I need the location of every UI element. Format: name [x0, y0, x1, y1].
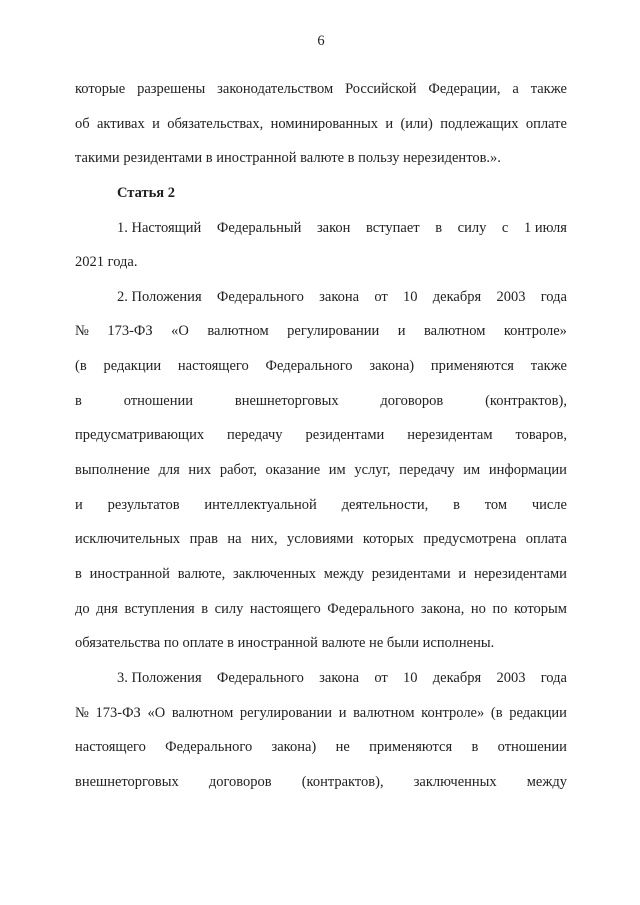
- word: работ,: [219, 462, 257, 479]
- word: закона: [319, 288, 360, 305]
- word: Федерального: [265, 358, 353, 375]
- word: и: [152, 115, 160, 132]
- word: законодательством: [217, 81, 334, 97]
- word: том: [484, 496, 508, 513]
- word: силу: [457, 219, 487, 236]
- word: валютном: [353, 704, 415, 721]
- word: применяются: [369, 739, 453, 756]
- word: в: [201, 600, 209, 617]
- text-line: [75, 418, 567, 453]
- word: информации: [488, 462, 567, 479]
- word: (контрактов),: [301, 773, 384, 790]
- word: отношении: [497, 739, 567, 756]
- text-line: [75, 522, 567, 557]
- article-heading: Статья 2: [117, 184, 175, 201]
- word: договоров: [380, 392, 444, 409]
- word: валюте,: [177, 565, 226, 582]
- word: (контрактов),: [485, 392, 567, 409]
- word: №: [75, 704, 89, 721]
- word: об: [75, 115, 90, 132]
- word: предусматривающих: [75, 427, 205, 444]
- text-line: [75, 314, 567, 349]
- word: регулировании: [287, 323, 380, 340]
- text-line: [75, 349, 567, 384]
- text-line: [75, 730, 567, 765]
- word: номинированных: [270, 115, 378, 132]
- word: (в: [75, 358, 87, 375]
- word: обязательствах,: [167, 115, 264, 132]
- word: вступает: [366, 219, 420, 236]
- document-body: [75, 72, 567, 799]
- word: с: [501, 219, 509, 236]
- word: Федеральный: [216, 219, 302, 236]
- text-line: [75, 488, 567, 523]
- word: и: [385, 115, 394, 132]
- word: а: [512, 81, 519, 97]
- text-line: [75, 696, 567, 731]
- word: них,: [251, 531, 278, 548]
- word: заключенных: [233, 565, 316, 582]
- word: деятельности,: [341, 496, 429, 513]
- word: также: [530, 358, 567, 375]
- word: них: [188, 462, 212, 479]
- word: от: [374, 288, 388, 305]
- word: предусмотрена: [423, 531, 517, 548]
- text-line: [75, 453, 567, 488]
- word: 1. Настоящий: [117, 219, 202, 236]
- word: которым: [514, 600, 567, 617]
- word: нерезидентами: [473, 565, 567, 582]
- word: числе: [531, 496, 567, 513]
- text-line: [75, 661, 567, 696]
- word: закон: [316, 219, 351, 236]
- word: оплате: [525, 115, 567, 132]
- word: закона: [319, 669, 360, 686]
- text-line: обязательства по оплате в иностранной валюте не были исполнены.: [75, 635, 495, 652]
- word: для: [158, 462, 180, 479]
- word: в: [453, 496, 460, 513]
- word: договоров: [208, 773, 272, 790]
- word: редакции: [103, 358, 162, 375]
- word: в: [75, 392, 82, 409]
- word: силу: [214, 600, 244, 617]
- word: закона): [369, 358, 415, 375]
- word: активах: [97, 115, 145, 132]
- word: года: [540, 669, 567, 686]
- word: закона,: [420, 600, 465, 617]
- word: Федерального: [216, 288, 304, 305]
- text-line: [75, 280, 567, 315]
- word: также: [530, 81, 567, 97]
- word: оплата: [525, 531, 567, 548]
- word: «О: [171, 323, 189, 340]
- word: редакции: [509, 704, 567, 721]
- text-line: такими резидентами в иностранной валюте в пользу нерезидентов.».: [75, 150, 501, 167]
- word: настоящего: [177, 358, 249, 375]
- word: 10: [403, 669, 418, 686]
- word: настоящего: [75, 739, 146, 756]
- text-line: [75, 765, 567, 800]
- word: валютном: [424, 323, 486, 340]
- word: подлежащих: [440, 115, 519, 132]
- word: результатов: [107, 496, 180, 513]
- word: декабря: [432, 288, 482, 305]
- word: Федерального: [327, 600, 415, 617]
- word: передачу: [227, 427, 283, 444]
- word: «О: [147, 704, 166, 721]
- word: заключенных: [413, 773, 497, 790]
- text-line: [75, 384, 567, 419]
- word: внешнеторговых: [75, 773, 179, 790]
- word: валютном: [207, 323, 269, 340]
- word: дня: [96, 600, 118, 617]
- text-line: [75, 592, 567, 627]
- word: 173-ФЗ: [95, 704, 141, 721]
- word: им: [463, 462, 481, 479]
- word: по: [492, 600, 508, 617]
- text-line: [75, 211, 567, 246]
- word: отношении: [123, 392, 193, 409]
- word: между: [323, 565, 365, 582]
- word: закона): [271, 739, 317, 756]
- word: настоящего: [249, 600, 321, 617]
- word: передачу: [399, 462, 455, 479]
- word: и: [338, 704, 347, 721]
- word: которых: [362, 531, 414, 548]
- word: контроле»: [421, 704, 485, 721]
- word: 2003: [496, 288, 526, 305]
- word: на: [227, 531, 242, 548]
- word: между: [526, 773, 567, 790]
- word: интеллектуальной: [204, 496, 317, 513]
- word: не: [335, 739, 350, 756]
- word: 2003: [496, 669, 526, 686]
- word: и: [75, 496, 83, 513]
- word: 173-ФЗ: [107, 323, 153, 340]
- word: резидентами: [305, 427, 385, 444]
- word: Федерального: [216, 669, 304, 686]
- word: но: [470, 600, 486, 617]
- text-line: [75, 557, 567, 592]
- word: контроле»: [503, 323, 567, 340]
- word: 10: [403, 288, 418, 305]
- text-line: 2021 года.: [75, 254, 138, 271]
- word: (или): [400, 115, 433, 132]
- word: в: [471, 739, 479, 756]
- word: внешнеторговых: [234, 392, 339, 409]
- word: разрешены: [137, 81, 206, 97]
- text-line: [75, 72, 567, 107]
- word: товаров,: [515, 427, 567, 444]
- word: которые: [75, 81, 126, 97]
- word: оказание: [265, 462, 321, 479]
- word: декабря: [432, 669, 482, 686]
- word: №: [75, 323, 89, 340]
- word: резидентами: [371, 565, 451, 582]
- word: условиями: [286, 531, 354, 548]
- word: прав: [189, 531, 218, 548]
- word: и: [397, 323, 406, 340]
- word: 1 июля: [523, 219, 567, 236]
- word: выполнение: [75, 462, 150, 479]
- word: им: [328, 462, 346, 479]
- word: (в: [490, 704, 503, 721]
- page-number: 6: [317, 33, 325, 49]
- word: иностранной: [89, 565, 170, 582]
- word: от: [374, 669, 388, 686]
- word: вступления: [124, 600, 195, 617]
- word: Федерального: [165, 739, 253, 756]
- word: до: [75, 600, 90, 617]
- word: 3. Положения: [117, 669, 202, 686]
- word: года: [540, 288, 567, 305]
- word: 2. Положения: [117, 288, 202, 305]
- word: регулировании: [239, 704, 333, 721]
- word: услуг,: [354, 462, 391, 479]
- word: исключительных: [75, 531, 181, 548]
- word: нерезидентам: [407, 427, 493, 444]
- word: валютном: [171, 704, 234, 721]
- word: в: [75, 565, 82, 582]
- word: в: [435, 219, 443, 236]
- word: и: [458, 565, 467, 582]
- word: Российской: [345, 81, 417, 97]
- text-line: [75, 107, 567, 142]
- word: применяются: [430, 358, 514, 375]
- word: Федерации,: [428, 81, 501, 97]
